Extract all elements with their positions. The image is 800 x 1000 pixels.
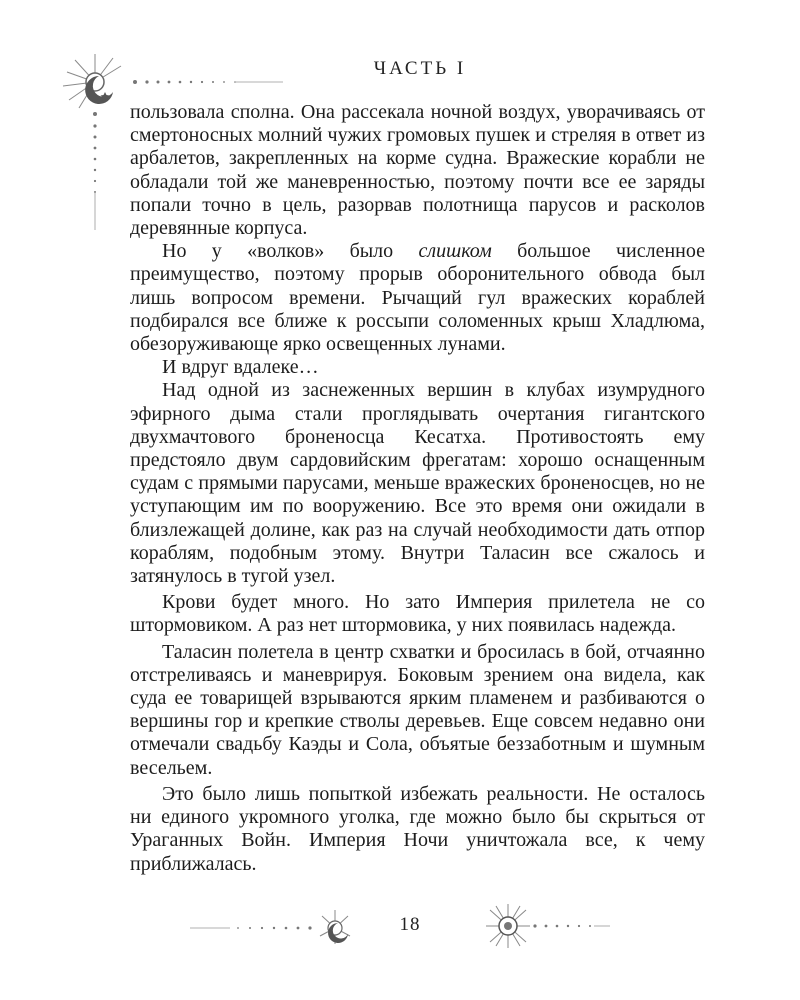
page-number: 18 bbox=[399, 914, 421, 935]
paragraph-3: И вдруг вдалеке… bbox=[162, 356, 319, 379]
running-head: ЧАСТЬ I bbox=[373, 58, 467, 79]
sun-ornament bbox=[486, 904, 530, 948]
paragraph-5: Крови будет много. Но зато Империя прилетела не со штормовиком. А раз нет штормовика, у них появилась надежда. bbox=[130, 591, 705, 637]
paragraph-6: Таласин полетела в центр схватки и бросилась в бой, отчаянно отстреливаясь и маневрируя. Боковым зрением она видела, как суда ее товарищей взрываются ярким пламенем и разбиваются о вершины гор и крепкие стволы деревьев. Еще совсем недавно они отмечали свадьбу Каэды и Сола, объятые беззаботным и шумным весельем. bbox=[130, 640, 705, 779]
paragraph-2-emphasis: слишком bbox=[418, 240, 492, 263]
paragraph-2-end: большое численное преимущество, поэтому прорыв оборонительного обвода был лишь вопросом времени. Рычащий гул вражеских кораблей подбирался все ближе к россыпи соломенных крыш Хладлюма, обезоруживающе ярко освещенных лунами. bbox=[130, 240, 705, 356]
moon-ornament bbox=[320, 910, 350, 944]
paragraph-2-start: Но у «волков» было bbox=[162, 240, 419, 263]
body-text bbox=[130, 101, 705, 876]
paragraph-4: Над одной из заснеженных вершин в клубах изумрудного эфирного дыма стали проглядывать очертания гигантского двухмачтового броненосца Кесатха. Противостоять ему предстояло двум сардовийским фрегатам: хорошо оснащенным судам с прямыми парусами, меньше вражеских броненосцев, но не уступающим им по вооружению. Все это время они ожидали в близлежащей долине, как раз на случай необходимости дать отпор кораблям, подобным этому. Внутри Таласин все сжалось и затянулось в тугой узел. bbox=[130, 379, 705, 588]
paragraph-2 bbox=[130, 240, 705, 356]
paragraph-1: пользовала сполна. Она рассекала ночной воздух, уворачиваясь от смертоносных молний чужих громовых пушек и стреляя в ответ из арбалетов, закрепленных на корме судна. Вражеские корабли не обладали той же маневренностью, поэтому почти все ее заряды попали точно в цель, разорвав полотнища парусов и расколов деревянные корпуса. bbox=[130, 101, 705, 240]
paragraph-7: Это было лишь попыткой избежать реальности. Не осталось ни единого укромного уголка, где можно было бы скрыться от Ураганных Войн. Империя Ночи уничтожала все, к чему приближалась. bbox=[130, 782, 705, 875]
